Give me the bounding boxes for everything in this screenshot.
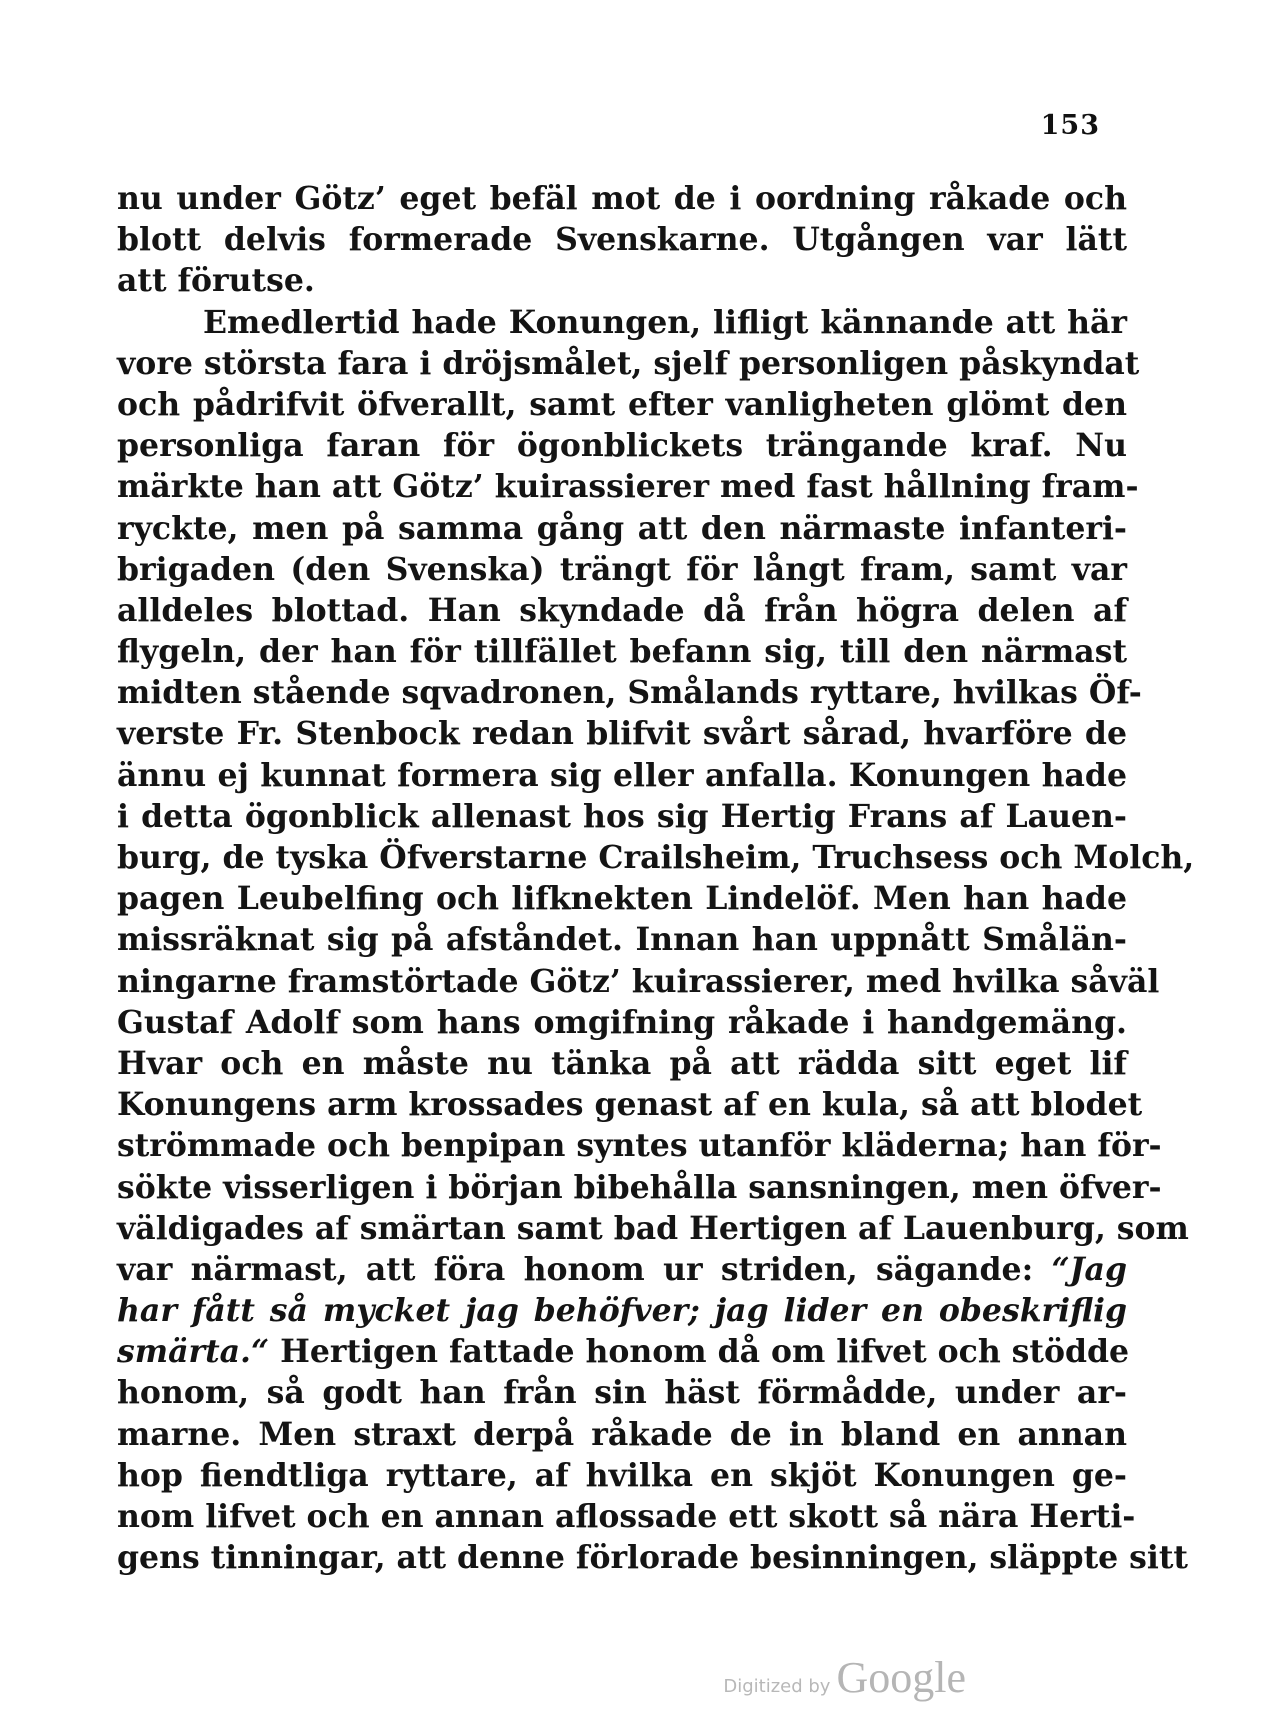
text-line: Gustaf Adolf som hans omgifning råkade i handgemäng. bbox=[117, 1003, 1127, 1041]
text-line: sökte visserligen i början bibehålla sansningen, men öfver- bbox=[117, 1168, 1162, 1206]
text-line: nom lifvet och en annan aflossade ett skott så nära Herti- bbox=[117, 1498, 1136, 1535]
line-text: var närmast, att föra honom ur striden, sägande: bbox=[117, 1250, 1052, 1288]
google-logo: Google bbox=[836, 1653, 966, 1702]
text-line: strömmade och benpipan syntes utanför kläderna; han för- bbox=[117, 1127, 1162, 1165]
text-line: ryckte, men på samma gång att den närmaste infanteri- bbox=[117, 509, 1127, 547]
text-line: marne. Men straxt derpå råkade de in bland en annan bbox=[117, 1415, 1127, 1453]
quote-start: “Jag bbox=[1051, 1250, 1127, 1288]
paragraph-start-line: Emedlertid hade Konungen, lifligt kännande att här bbox=[203, 303, 1127, 341]
text-line: pagen Leubelfing och lifknekten Lindelöf. Men han hade bbox=[117, 880, 1127, 918]
text-line: honom, så godt han från sin häst förmådde, under ar- bbox=[117, 1374, 1127, 1412]
quote-end: smärta.“ bbox=[117, 1333, 270, 1371]
text-line: midten stående sqvadronen, Smålands ryttare, hvilkas Öf- bbox=[117, 674, 1142, 712]
quote-text: har fått så mycket jag behöfver; jag lider en obeskriflig bbox=[117, 1292, 1127, 1330]
text-line: personliga faran för ögonblickets trängande kraf. Nu bbox=[117, 427, 1127, 465]
page-number: 153 bbox=[1040, 110, 1100, 141]
text-line: Konungens arm krossades genast af en kula, så att blodet bbox=[117, 1086, 1143, 1124]
text-line: hop fiendtliga ryttare, af hvilka en skjöt Konungen ge- bbox=[117, 1456, 1127, 1494]
text-line: nu under Götz’ eget befäl mot de i oordning råkade och bbox=[117, 180, 1127, 217]
text-line: ningarne framstörtade Götz’ kuirassierer, med hvilka såväl bbox=[117, 962, 1160, 1000]
text-line bbox=[117, 1249, 1127, 1290]
text-line: och pådrifvit öfverallt, samt efter vanligheten glömt den bbox=[117, 385, 1127, 423]
text-line: väldigades af smärtan samt bad Hertigen af Lauenburg, som bbox=[117, 1209, 1189, 1247]
text-line: att förutse. bbox=[117, 262, 315, 300]
text-line: märkte han att Götz’ kuirassierer med fast hållning fram- bbox=[117, 468, 1139, 506]
text-line: missräknat sig på afståndet. Innan han uppnått Smålän- bbox=[117, 921, 1127, 959]
text-line: verste Fr. Stenbock redan blifvit svårt sårad, hvarföre de bbox=[117, 715, 1127, 753]
text-line: brigaden (den Svenska) trängt för långt fram, samt var bbox=[117, 550, 1127, 588]
text-line: burg, de tyska Öfverstarne Crailsheim, Truchsess och Molch, bbox=[117, 839, 1195, 876]
quote-line bbox=[117, 1290, 1127, 1331]
text-line: i detta ögonblick allenast hos sig Hertig Frans af Lauen- bbox=[117, 797, 1127, 835]
text-line: vore största fara i dröjsmålet, sjelf personligen påskyndat bbox=[117, 344, 1140, 382]
text-line: flygeln, der han för tillfället befann sig, till den närmast bbox=[117, 633, 1127, 671]
line-text: Hertigen fattade honom då om lifvet och stödde bbox=[269, 1333, 1130, 1371]
digitized-by-label: Digitized by bbox=[723, 1676, 831, 1697]
text-line: ännu ej kunnat formera sig eller anfalla. Konungen hade bbox=[117, 756, 1127, 794]
text-line: Hvar och en måste nu tänka på att rädda sitt eget lif bbox=[117, 1044, 1127, 1082]
digitized-watermark bbox=[723, 1652, 966, 1703]
text-line: blott delvis formerade Svenskarne. Utgången var lätt bbox=[117, 221, 1127, 259]
text-line bbox=[117, 1331, 1130, 1372]
text-line: gens tinningar, att denne förlorade besinningen, släppte sitt bbox=[117, 1539, 1188, 1577]
text-line: alldeles blottad. Han skyndade då från högra delen af bbox=[117, 591, 1127, 629]
body-text bbox=[117, 178, 1195, 1578]
